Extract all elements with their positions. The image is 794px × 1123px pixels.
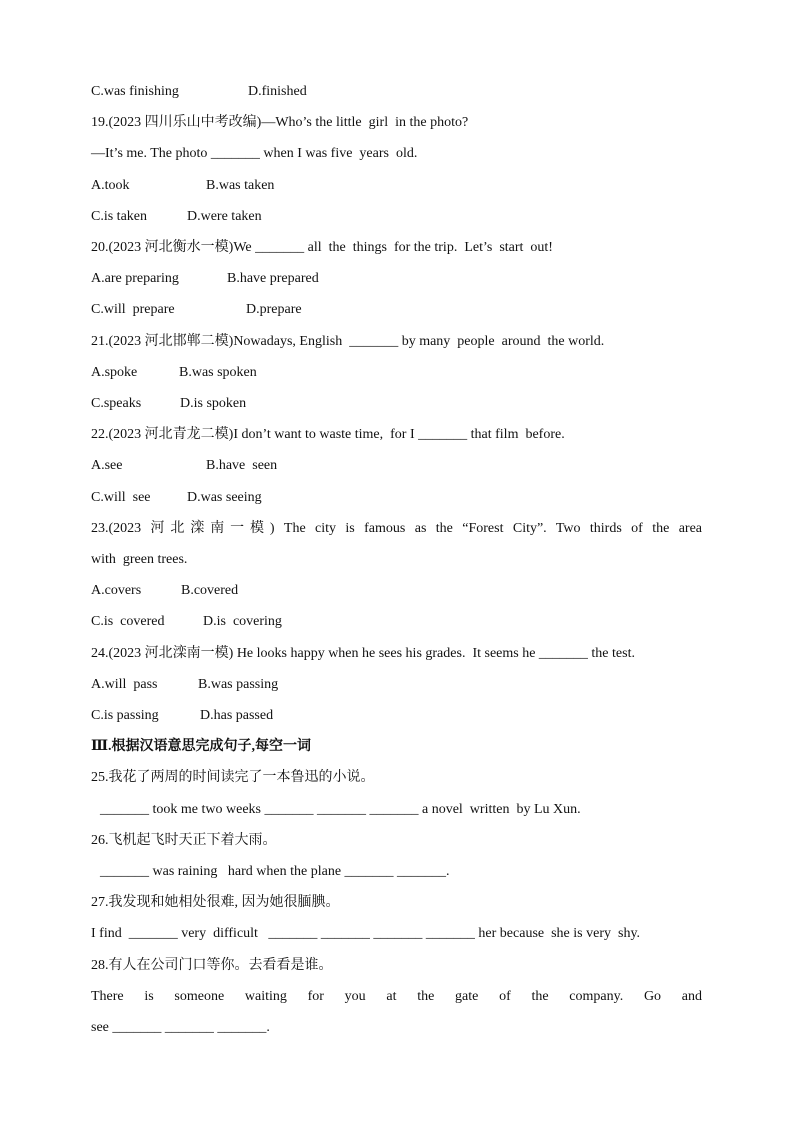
q24-option-b: B.was passing [198, 677, 279, 692]
q23-option-a: A.covers [91, 583, 142, 598]
q19-stem: 19.(2023 四川乐山中考改编)—Who’s the little girl in the photo? [91, 115, 469, 130]
q20-option-c: C.will prepare [91, 302, 175, 317]
q20-stem: 20.(2023 河北衡水一模)We _______ all the things for the trip. Let’s start out! [91, 240, 553, 255]
q18-option-d: D.finished [248, 84, 307, 99]
q20-option-b: B.have prepared [227, 271, 319, 286]
q23-option-b: B.covered [181, 583, 239, 598]
q28-answer-line: There is someone waiting for you at the gate of the company. Go and [91, 989, 702, 1004]
q22-option-d: D.was seeing [187, 490, 262, 505]
q20-option-a: A.are preparing [91, 271, 179, 286]
q28-prompt: 28.有人在公司门口等你。去看看是谁。 [91, 958, 333, 973]
q21-option-c: C.speaks [91, 396, 142, 411]
q19-option-c: C.is taken [91, 209, 147, 224]
q24-option-d: D.has passed [200, 708, 274, 723]
q25-prompt: 25.我花了两周的时间读完了一本鲁迅的小说。 [91, 770, 375, 785]
q26-answer-line: _______ was raining hard when the plane _______ _______. [100, 864, 450, 879]
q23-option-d: D.is covering [203, 614, 282, 629]
q21-option-d: D.is spoken [180, 396, 247, 411]
q24-option-a: A.will pass [91, 677, 158, 692]
q22-option-a: A.see [91, 458, 123, 473]
q26-prompt: 26.飞机起飞时天正下着大雨。 [91, 833, 277, 848]
section-3-heading: Ⅲ.根据汉语意思完成句子,每空一词 [91, 739, 312, 754]
q18-option-c: C.was finishing [91, 84, 179, 99]
q22-option-c: C.will see [91, 490, 151, 505]
q19-option-a: A.took [91, 178, 130, 193]
q22-option-b: B.have seen [206, 458, 278, 473]
q22-stem: 22.(2023 河北青龙二模)I don’t want to waste time, for I _______ that film before. [91, 427, 565, 442]
q19-stem-2: —It’s me. The photo _______ when I was five years old. [91, 146, 418, 161]
q19-option-d: D.were taken [187, 209, 262, 224]
q27-prompt: 27.我发现和她相处很难, 因为她很腼腆。 [91, 895, 340, 910]
q27-answer-line: I find _______ very difficult _______ _______ _______ _______ her because she is very shy. [91, 926, 641, 941]
q28-answer-line-2: see _______ _______ _______. [91, 1020, 270, 1035]
q21-option-b: B.was spoken [179, 365, 257, 380]
q23-option-c: C.is covered [91, 614, 165, 629]
q25-answer-line: _______ took me two weeks _______ _______ _______ a novel written by Lu Xun. [100, 802, 581, 817]
q21-stem: 21.(2023 河北邯郸二模)Nowadays, English _______ by many people around the world. [91, 334, 605, 349]
q24-stem: 24.(2023 河北滦南一模) He looks happy when he sees his grades. It seems he _______ the test. [91, 646, 635, 661]
q23-stem-2: with green trees. [91, 552, 188, 567]
q23-stem: 23.(2023 河北滦南一模) The city is famous as the “Forest City”. Two thirds of the area [91, 521, 702, 536]
q19-option-b: B.was taken [206, 178, 275, 193]
q21-option-a: A.spoke [91, 365, 138, 380]
q20-option-d: D.prepare [246, 302, 302, 317]
q24-option-c: C.is passing [91, 708, 159, 723]
